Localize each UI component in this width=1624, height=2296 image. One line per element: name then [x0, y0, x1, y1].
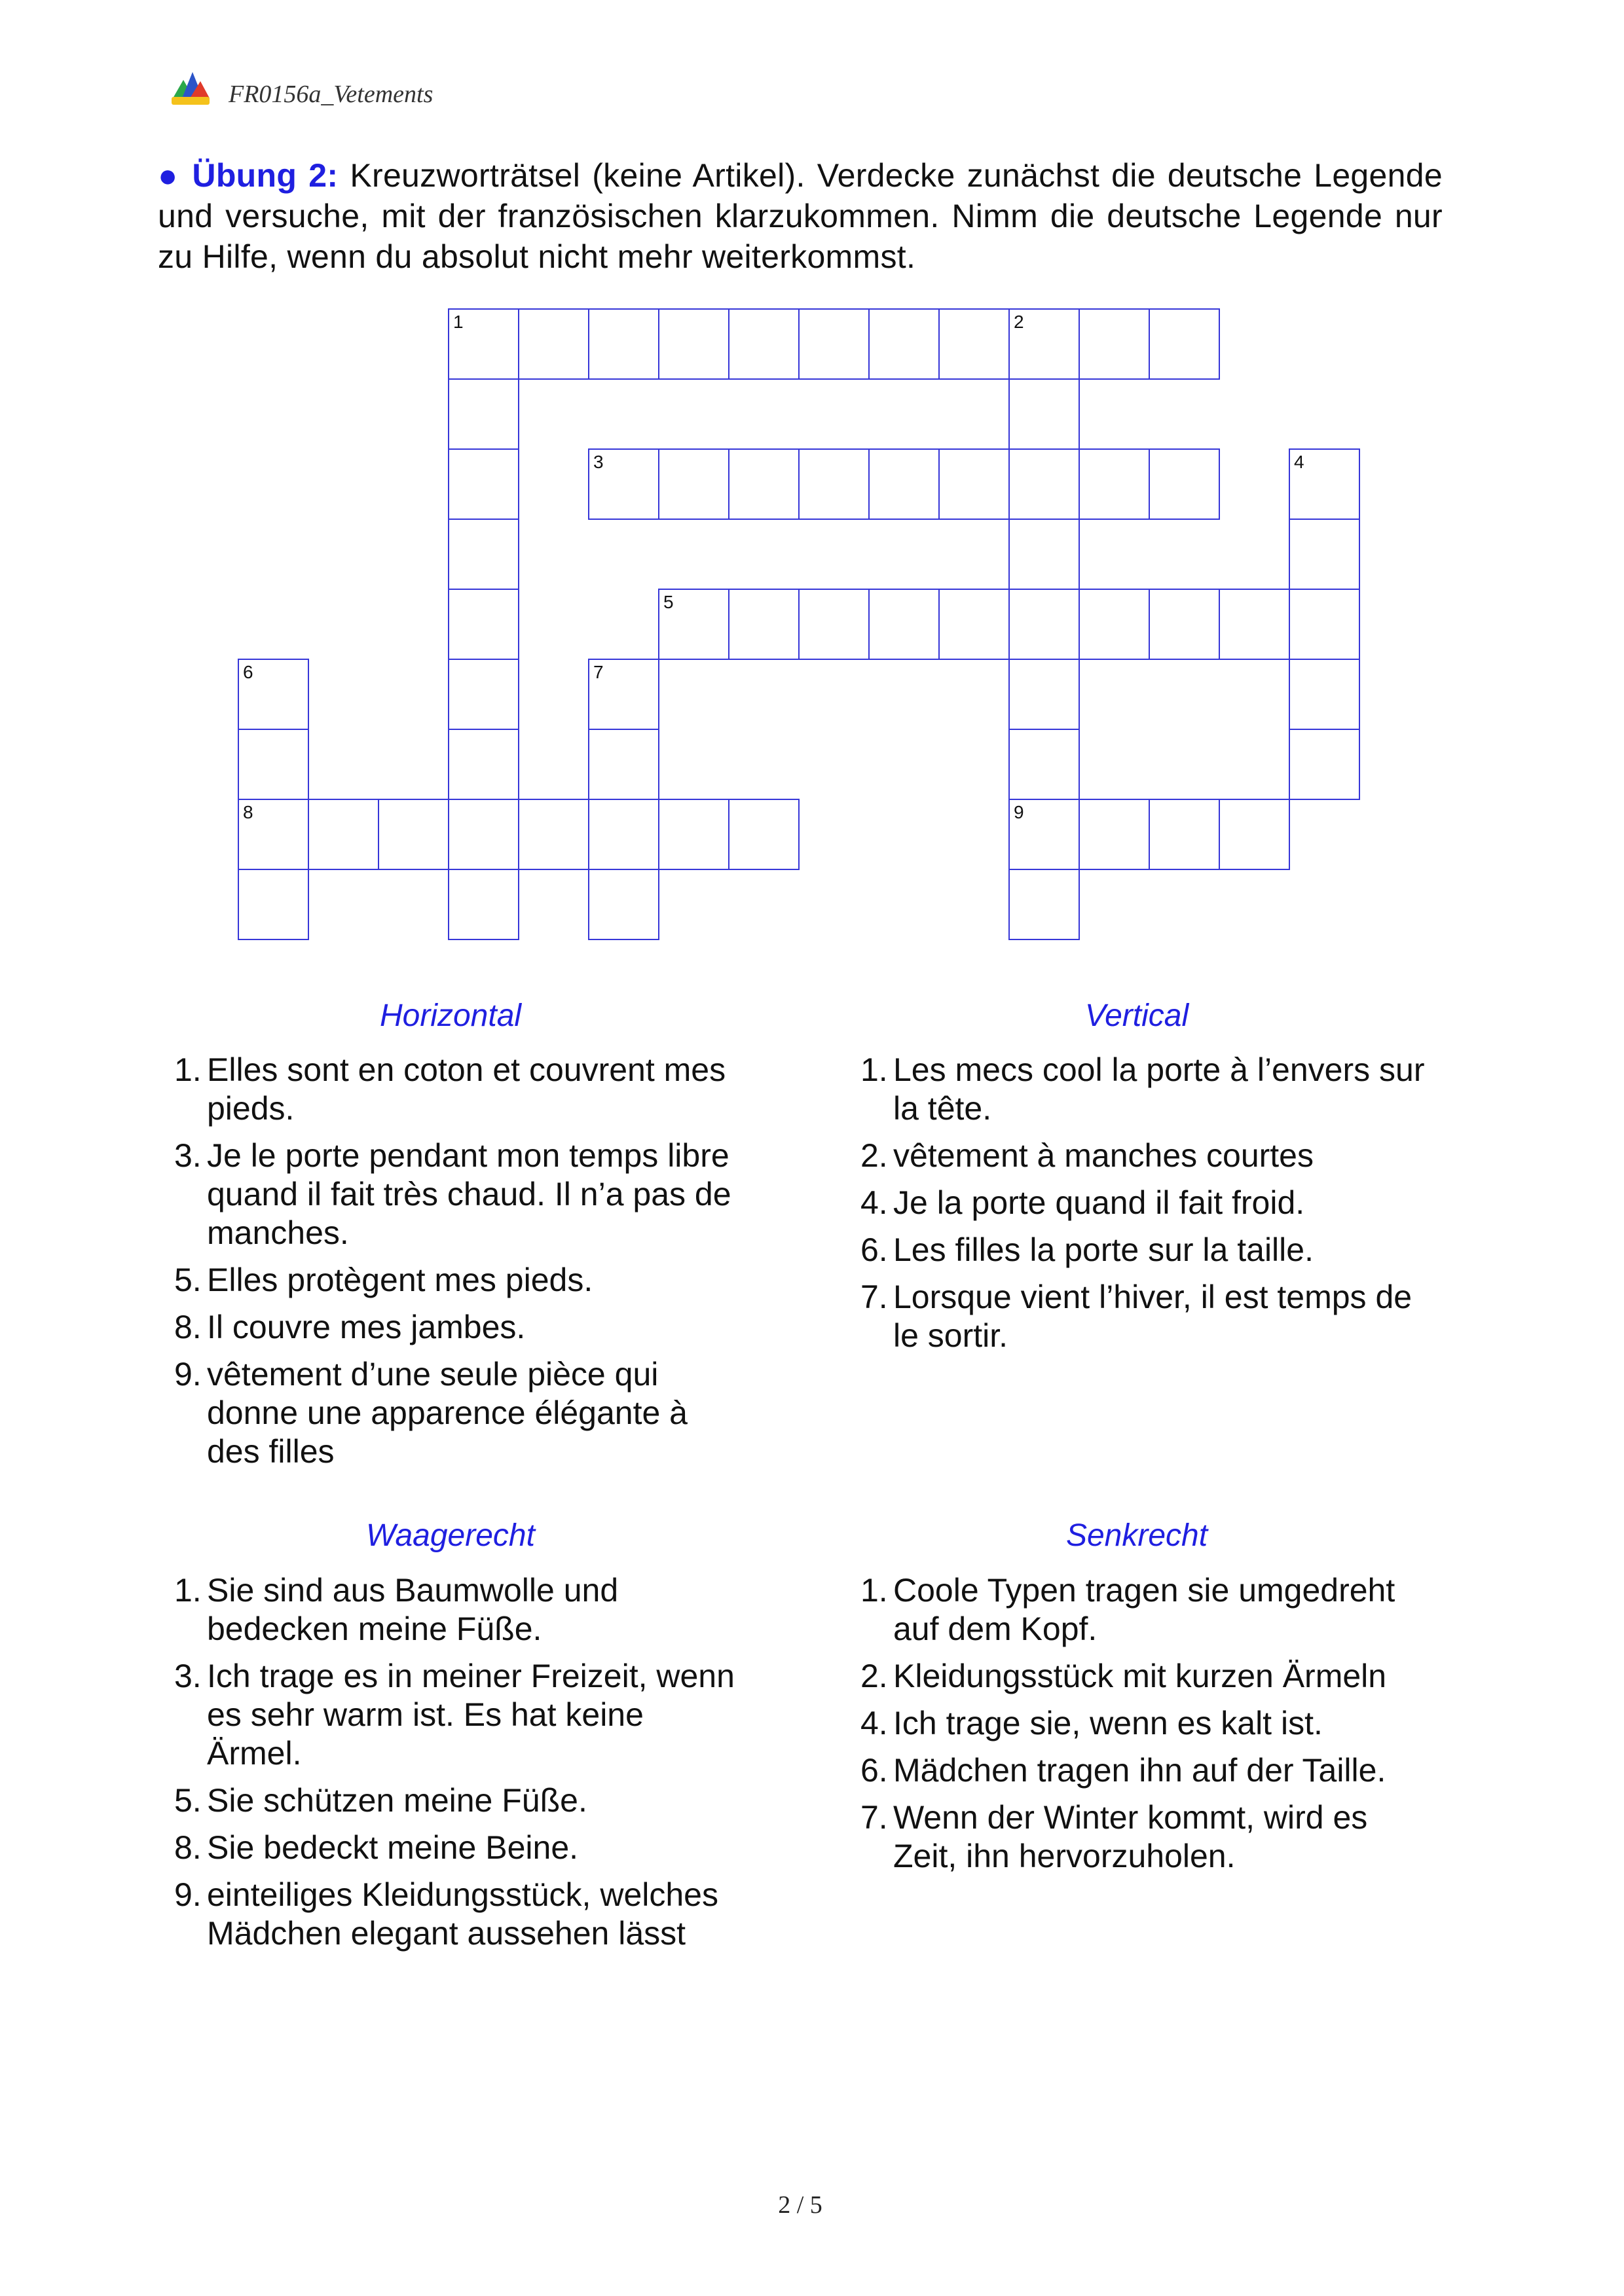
clue-number: 1.	[860, 1572, 888, 1609]
clue-item	[860, 1278, 1433, 1355]
crossword-cell	[1008, 448, 1080, 520]
crossword-cell	[518, 308, 589, 380]
clue-number: 6.	[860, 1752, 888, 1789]
clue-text: vêtement d’une seule pièce qui donne une apparence élégante à des filles	[207, 1356, 688, 1470]
crossword-cell	[798, 589, 870, 660]
clue-item	[860, 1231, 1433, 1269]
crossword-cell	[1008, 589, 1080, 660]
cell-number-label: 5	[663, 592, 674, 612]
crossword-cell	[588, 448, 659, 520]
crossword-cell	[448, 519, 519, 590]
clue-number: 8.	[174, 1829, 202, 1866]
clue-number: 3.	[174, 1137, 202, 1174]
clue-text: Ich trage sie, wenn es kalt ist.	[893, 1705, 1323, 1741]
clue-number: 9.	[174, 1876, 202, 1913]
document-id: FR0156a_Vetements	[229, 81, 434, 108]
crossword-cell	[1079, 308, 1150, 380]
clue-item	[860, 1798, 1433, 1876]
crossword-cell	[1289, 519, 1360, 590]
exercise-label: Übung 2:	[192, 157, 339, 194]
clue-number: 4.	[860, 1705, 888, 1741]
crossword-cell	[308, 799, 379, 870]
clue-item	[174, 1137, 741, 1252]
crossword-cell	[588, 869, 659, 940]
crossword-cell	[448, 378, 519, 450]
crossword-cell	[798, 448, 870, 520]
crossword-cell	[1289, 448, 1360, 520]
clue-item	[174, 1355, 741, 1471]
crossword-cell	[868, 448, 940, 520]
clue-text: Wenn der Winter kommt, wird es Zeit, ihn hervorzuholen.	[893, 1799, 1368, 1874]
clue-text: einteiliges Kleidungsstück, welches Mädchen elegant aussehen lässt	[207, 1876, 718, 1952]
clue-text: Lorsque vient l’hiver, il est temps de le sortir.	[893, 1279, 1412, 1354]
crossword-cell	[518, 799, 589, 870]
clue-number: 2.	[860, 1658, 888, 1694]
clue-item	[860, 1751, 1433, 1790]
crossword-cell	[868, 589, 940, 660]
crossword-cell	[728, 799, 800, 870]
clues-senkrecht-de	[860, 1571, 1433, 1884]
crossword-cell	[868, 308, 940, 380]
clue-number: 5.	[174, 1782, 202, 1819]
clue-text: Elles sont en coton et couvrent mes pieds.	[207, 1051, 726, 1127]
clue-text: Sie sind aus Baumwolle und bedecken meine Füße.	[207, 1572, 619, 1647]
crossword-cell	[1149, 799, 1220, 870]
crossword-cell	[1079, 589, 1150, 660]
clue-number: 4.	[860, 1184, 888, 1221]
heading-horizontal: Horizontal	[379, 998, 522, 1033]
clues-horizontal-fr	[174, 1051, 741, 1480]
crossword-cell	[1219, 799, 1290, 870]
crossword-cell	[938, 448, 1010, 520]
clue-text: Je le porte pendant mon temps libre quand il fait très chaud. Il n’a pas de manches.	[207, 1137, 731, 1251]
clue-text: Les filles la porte sur la taille.	[893, 1231, 1314, 1268]
heading-vertical: Vertical	[1084, 998, 1189, 1033]
clue-number: 9.	[174, 1356, 202, 1393]
crossword-cell	[1008, 729, 1080, 800]
clue-number: 2.	[860, 1137, 888, 1174]
clue-number: 5.	[174, 1262, 202, 1298]
clue-item	[174, 1829, 741, 1867]
crossword-cell	[1008, 799, 1080, 870]
clue-number: 1.	[174, 1051, 202, 1088]
crossword-cell	[448, 589, 519, 660]
crossword-cell	[378, 799, 449, 870]
crossword-cell	[588, 659, 659, 730]
cell-number-label: 7	[593, 662, 604, 682]
clue-item	[174, 1051, 741, 1128]
clue-number: 3.	[174, 1658, 202, 1694]
crossword-cell	[938, 308, 1010, 380]
instructions-text: Kreuzworträtsel (keine Artikel). Verdecke zunächst die deutsche Legende und versuche, mit der französischen klarzukommen. Nimm die deutsche Legende nur zu Hilfe, wenn du absolut nicht mehr weiterkommst.	[158, 157, 1443, 275]
clue-item	[860, 1051, 1433, 1128]
crossword-cell	[1219, 589, 1290, 660]
crossword-cell	[448, 869, 519, 940]
clue-text: Les mecs cool la porte à l’envers sur la tête.	[893, 1051, 1425, 1127]
clue-number: 7.	[860, 1279, 888, 1315]
crossword-cell	[1079, 799, 1150, 870]
heading-senkrecht: Senkrecht	[1065, 1518, 1208, 1553]
crossword-cell	[448, 308, 519, 380]
crossword-cell	[588, 308, 659, 380]
crossword-cell	[1008, 869, 1080, 940]
cell-number-label: 4	[1294, 452, 1304, 472]
crossword-cell	[1008, 378, 1080, 450]
crossword-cell	[448, 448, 519, 520]
crossword-cell	[588, 799, 659, 870]
clue-text: Coole Typen tragen sie umgedreht auf dem Kopf.	[893, 1572, 1395, 1647]
clue-number: 1.	[860, 1051, 888, 1088]
crossword-cell	[1149, 448, 1220, 520]
clue-text: Il couvre mes jambes.	[207, 1309, 526, 1345]
cell-number-label: 3	[593, 452, 604, 472]
crossword-cell	[728, 308, 800, 380]
crossword-cell	[658, 799, 729, 870]
clue-number: 1.	[174, 1572, 202, 1609]
crossword-cell	[238, 729, 309, 800]
clue-item	[174, 1657, 741, 1773]
clue-text: Kleidungsstück mit kurzen Ärmeln	[893, 1658, 1387, 1694]
cell-number-label: 6	[243, 662, 253, 682]
crossword-cell	[1008, 308, 1080, 380]
crossword-cell	[448, 799, 519, 870]
page-number: 2 / 5	[778, 2191, 822, 2219]
clue-text: Je la porte quand il fait froid.	[893, 1184, 1305, 1221]
cell-number-label: 2	[1014, 312, 1024, 332]
clue-item	[860, 1184, 1433, 1222]
clue-item	[174, 1308, 741, 1347]
exercise-bullet: ●	[158, 157, 181, 194]
clue-item	[860, 1704, 1433, 1743]
crossword-cell	[728, 589, 800, 660]
clue-text: vêtement à manches courtes	[893, 1137, 1314, 1174]
cell-number-label: 9	[1014, 802, 1024, 822]
clue-text: Sie schützen meine Füße.	[207, 1782, 587, 1819]
clue-text: Mädchen tragen ihn auf der Taille.	[893, 1752, 1386, 1789]
crossword-cell	[658, 308, 729, 380]
crossword-cell	[238, 799, 309, 870]
clue-item	[860, 1137, 1433, 1175]
clue-text: Elles protègent mes pieds.	[207, 1262, 593, 1298]
cell-number-label: 8	[243, 802, 253, 822]
clue-number: 7.	[860, 1799, 888, 1836]
crossword-cell	[1149, 589, 1220, 660]
clue-text: Sie bedeckt meine Beine.	[207, 1829, 579, 1866]
crossword-cell	[588, 729, 659, 800]
crossword-cell	[658, 589, 729, 660]
clue-number: 6.	[860, 1231, 888, 1268]
cell-number-label: 1	[453, 312, 464, 332]
crossword-cell	[938, 589, 1010, 660]
crossword-cell	[448, 659, 519, 730]
crossword-cell	[1079, 448, 1150, 520]
crossword-cell	[1289, 589, 1360, 660]
crossword-cell	[448, 729, 519, 800]
crossword-cell	[238, 659, 309, 730]
logo-icon	[170, 71, 211, 106]
clue-item	[174, 1261, 741, 1300]
crossword-cell	[658, 448, 729, 520]
crossword-cell	[798, 308, 870, 380]
clues-vertical-fr	[860, 1051, 1433, 1364]
crossword-cell	[1008, 659, 1080, 730]
crossword-grid	[238, 308, 1360, 940]
clue-item	[174, 1781, 741, 1820]
crossword-cell	[1289, 729, 1360, 800]
clues-waagerecht-de	[174, 1571, 741, 1961]
clue-item	[174, 1571, 741, 1649]
clue-item	[860, 1571, 1433, 1649]
clue-number: 8.	[174, 1309, 202, 1345]
clue-text: Ich trage es in meiner Freizeit, wenn es sehr warm ist. Es hat keine Ärmel.	[207, 1658, 735, 1772]
crossword-cell	[238, 869, 309, 940]
crossword-cell	[728, 448, 800, 520]
clue-item	[860, 1657, 1433, 1696]
heading-waagerecht: Waagerecht	[366, 1518, 535, 1553]
clue-item	[174, 1876, 741, 1953]
exercise-instructions	[158, 155, 1443, 277]
crossword-cell	[1008, 519, 1080, 590]
crossword-cell	[1149, 308, 1220, 380]
crossword-cell	[1289, 659, 1360, 730]
